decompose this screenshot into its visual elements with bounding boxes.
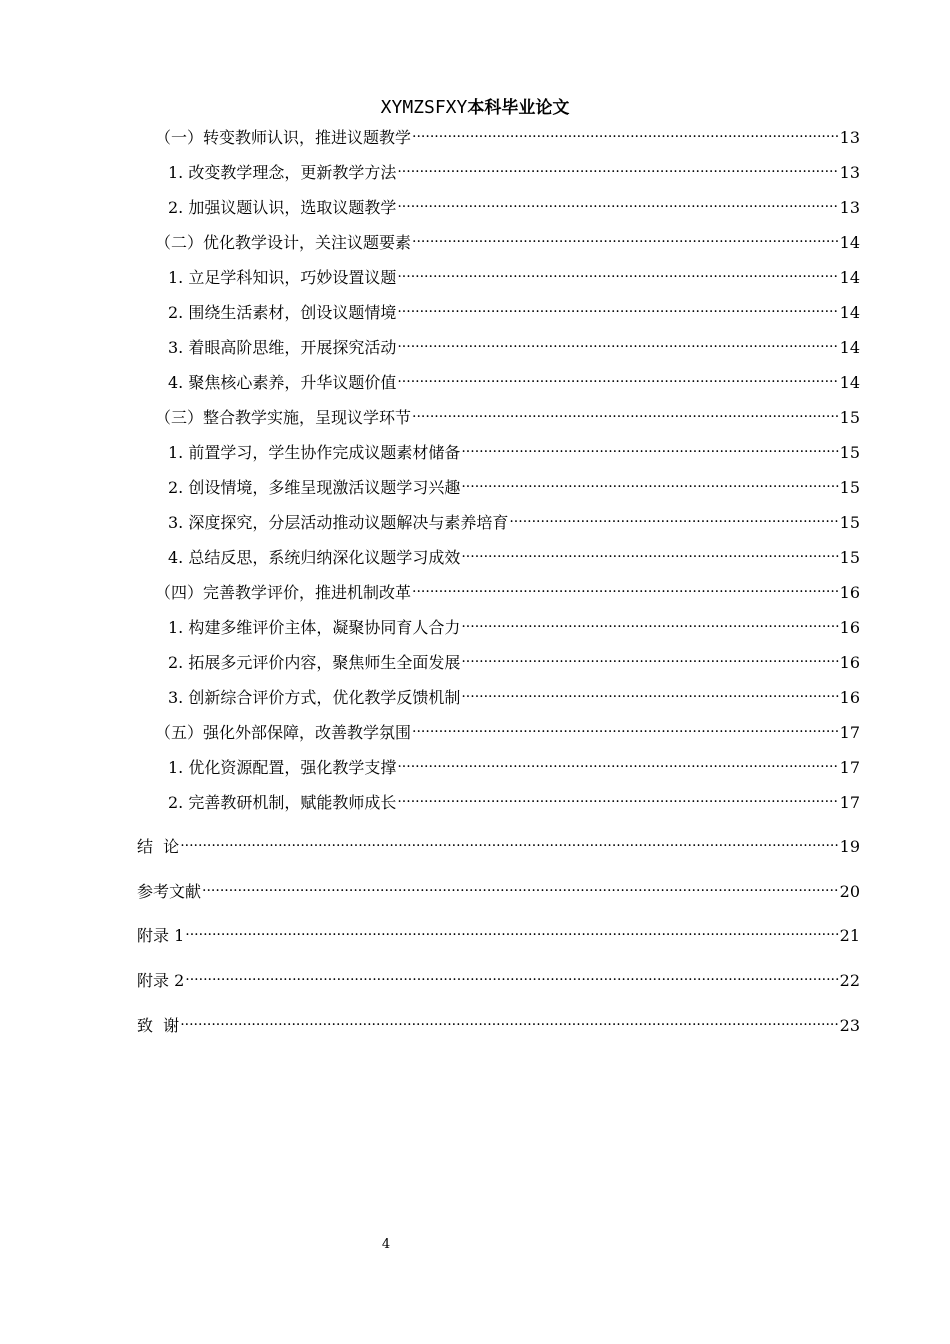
- toc-entry-page: 14: [839, 373, 860, 392]
- toc-entry-label: 1. 立足学科知识，巧妙设置议题: [168, 268, 397, 287]
- toc-entry-label: （四）完善教学评价，推进机制改革: [155, 583, 412, 602]
- toc-entry[interactable]: [168, 751, 860, 777]
- toc-leader: [397, 786, 838, 808]
- toc-entry[interactable]: [168, 261, 860, 287]
- toc-entry-label: 参考文献: [137, 882, 202, 901]
- toc-leader: [185, 964, 838, 986]
- toc-leader: [180, 830, 838, 852]
- toc-entry-label: 2. 加强议题认识，选取议题教学: [168, 198, 397, 217]
- toc-entry[interactable]: [168, 786, 860, 812]
- toc-entry-page: 13: [839, 128, 860, 147]
- page-number: 4: [381, 1237, 391, 1252]
- toc-entry-page: 15: [839, 548, 860, 567]
- toc-entry[interactable]: [137, 1009, 860, 1035]
- toc-entry-page: 15: [839, 513, 860, 532]
- toc-entry-page: 15: [839, 408, 860, 427]
- toc-entry[interactable]: [155, 716, 860, 742]
- toc-entry-label: 附录 1: [137, 926, 185, 945]
- toc-entry-page: 16: [839, 618, 860, 637]
- toc-entry-label: 2. 完善教研机制，赋能教师成长: [168, 793, 397, 812]
- toc-leader: [461, 541, 838, 563]
- toc-entry-label: 1. 改变教学理念，更新教学方法: [168, 163, 397, 182]
- toc-entry-label: 2. 创设情境，多维呈现激活议题学习兴趣: [168, 478, 461, 497]
- toc-leader: [412, 226, 839, 248]
- toc-entry-page: 15: [839, 478, 860, 497]
- toc-entry[interactable]: [155, 401, 860, 427]
- toc-entry[interactable]: [168, 156, 860, 182]
- toc-leader: [397, 156, 838, 178]
- toc-entry[interactable]: [137, 875, 860, 901]
- toc-leader: [397, 331, 838, 353]
- toc-leader: [412, 121, 839, 143]
- toc-entry-page: 21: [839, 926, 860, 945]
- toc-entry-label: （三）整合教学实施，呈现议学环节: [155, 408, 412, 427]
- toc-entry[interactable]: [137, 964, 860, 990]
- toc-entry-page: 16: [839, 583, 860, 602]
- toc-entry-page: 14: [839, 233, 860, 252]
- toc-entry-page: 14: [839, 338, 860, 357]
- toc-entry-page: 15: [839, 443, 860, 462]
- toc-entry-label: 2. 围绕生活素材，创设议题情境: [168, 303, 397, 322]
- toc-entry[interactable]: [168, 611, 860, 637]
- toc-leader: [185, 919, 838, 941]
- toc-leader: [461, 611, 838, 633]
- toc-entry-label: 1. 构建多维评价主体，凝聚协同育人合力: [168, 618, 461, 637]
- toc-entry[interactable]: [155, 226, 860, 252]
- toc-entry-label: 4. 总结反思，系统归纳深化议题学习成效: [168, 548, 461, 567]
- toc-entry[interactable]: [155, 121, 860, 147]
- header-code: XYMZSFXY: [380, 97, 468, 118]
- toc-entry[interactable]: [168, 681, 860, 707]
- toc-entry[interactable]: [168, 646, 860, 672]
- toc-entry-page: 14: [839, 303, 860, 322]
- toc-entry[interactable]: [168, 436, 860, 462]
- toc-entry[interactable]: [137, 919, 860, 945]
- toc-entry-page: 17: [839, 793, 860, 812]
- toc-entry[interactable]: [168, 366, 860, 392]
- toc-leader: [202, 875, 839, 897]
- toc-entry-page: 13: [839, 163, 860, 182]
- toc-entry-page: 22: [839, 971, 860, 990]
- toc-leader: [461, 471, 838, 493]
- toc-leader: [397, 366, 838, 388]
- toc-entry-label: 附录 2: [137, 971, 185, 990]
- toc-entry-label: 2. 拓展多元评价内容，聚焦师生全面发展: [168, 653, 461, 672]
- toc-leader: [412, 576, 839, 598]
- toc-leader: [461, 436, 838, 458]
- toc-entry-page: 14: [839, 268, 860, 287]
- toc-entry-page: 16: [839, 653, 860, 672]
- toc-entry-label: （五）强化外部保障，改善教学氛围: [155, 723, 412, 742]
- toc-entry-label: 结 论: [137, 837, 180, 856]
- toc-leader: [412, 716, 839, 738]
- toc-entry-label: 3. 着眼高阶思维，开展探究活动: [168, 338, 397, 357]
- toc-leader: [397, 191, 838, 213]
- toc-entry-page: 20: [839, 882, 860, 901]
- toc-entry-label: 1. 优化资源配置，强化教学支撑: [168, 758, 397, 777]
- toc-entry[interactable]: [168, 296, 860, 322]
- toc-entry-label: （二）优化教学设计，关注议题要素: [155, 233, 412, 252]
- toc-leader: [461, 646, 838, 668]
- toc-leader: [397, 296, 838, 318]
- toc-leader: [509, 506, 838, 528]
- toc-leader: [412, 401, 839, 423]
- toc-entry-page: 17: [839, 758, 860, 777]
- toc-entry-label: 3. 深度探究，分层活动推动议题解决与素养培育: [168, 513, 509, 532]
- toc-entry-label: 3. 创新综合评价方式，优化教学反馈机制: [168, 688, 461, 707]
- toc-entry-page: 19: [839, 837, 860, 856]
- toc-entry[interactable]: [155, 576, 860, 602]
- toc-entry-label: 4. 聚焦核心素养，升华议题价值: [168, 373, 397, 392]
- toc-entry[interactable]: [168, 191, 860, 217]
- toc-leader: [397, 261, 838, 283]
- toc-entry-page: 16: [839, 688, 860, 707]
- toc-entry-page: 23: [839, 1016, 860, 1035]
- toc-entry-label: 致 谢: [137, 1016, 180, 1035]
- toc-entry-page: 13: [839, 198, 860, 217]
- toc-entry-label: 1. 前置学习，学生协作完成议题素材储备: [168, 443, 461, 462]
- toc-entry-label: （一）转变教师认识，推进议题教学: [155, 128, 412, 147]
- toc-leader: [397, 751, 838, 773]
- page-header: [0, 96, 950, 119]
- header-title: 本科毕业论文: [467, 98, 570, 118]
- toc-entry[interactable]: [168, 506, 860, 532]
- toc-entry[interactable]: [168, 471, 860, 497]
- toc-entry[interactable]: [168, 331, 860, 357]
- toc-entry[interactable]: [168, 541, 860, 567]
- toc-leader: [180, 1009, 838, 1031]
- toc-entry[interactable]: [137, 830, 860, 856]
- toc-leader: [461, 681, 838, 703]
- toc-entry-page: 17: [839, 723, 860, 742]
